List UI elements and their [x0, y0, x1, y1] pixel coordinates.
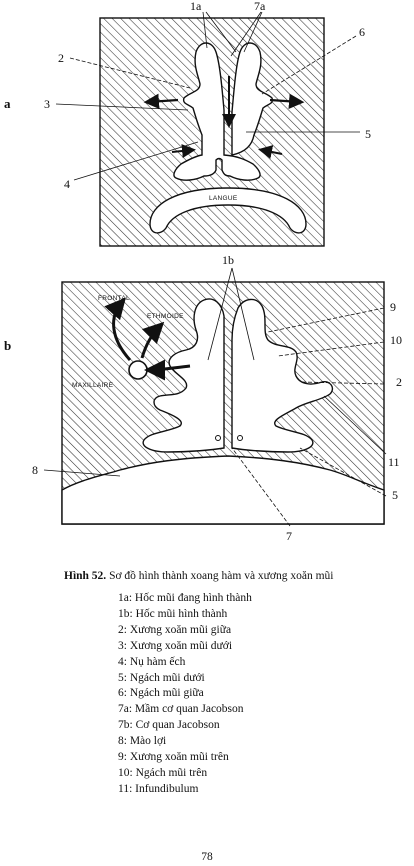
label-2-b: 2: [396, 375, 402, 389]
label-5-a: 5: [365, 127, 371, 141]
legend-item: 4: Nụ hàm ếch: [118, 655, 186, 668]
label-1a: 1a: [190, 0, 202, 13]
label-3-a: 3: [44, 97, 50, 111]
legend-item: 6: Ngách mũi giữa: [118, 687, 204, 700]
label-9-b: 9: [390, 300, 396, 314]
legend-item: 2: Xương xoăn mũi giữa: [118, 623, 232, 636]
langue-label: LANGUE: [209, 195, 238, 202]
page-number: 78: [201, 851, 213, 863]
legend-item: 5: Ngách mũi dưới: [118, 671, 205, 684]
label-8-b: 8: [32, 463, 38, 477]
figure-legend: [118, 591, 252, 798]
legend-item: 1a: Hốc mũi đang hình thành: [118, 592, 252, 604]
legend-item: 7b: Cơ quan Jacobson: [118, 719, 220, 732]
panel-b-label: b: [4, 338, 12, 353]
frontal-label: FRONTAL: [98, 295, 130, 302]
legend-item: 9: Xương xoăn mũi trên: [118, 751, 229, 764]
panel-b: [4, 253, 402, 543]
legend-item: 1b: Hốc mũi hình thành: [118, 607, 228, 620]
label-2-a: 2: [58, 51, 64, 65]
figure-title: Sơ đồ hình thành xoang hàm và xương xoăn mũi: [109, 570, 334, 582]
maxillaire-label: MAXILLAIRE: [72, 382, 114, 389]
label-11-b: 11: [388, 455, 400, 469]
figure-number: Hình 52.: [64, 570, 107, 582]
legend-item: 7a: Mầm cơ quan Jacobson: [118, 703, 244, 716]
legend-item: 11: Infundibulum: [118, 782, 199, 795]
label-1b: 1b: [222, 253, 234, 267]
legend-item: 10: Ngách mũi trên: [118, 766, 208, 779]
panel-a-label: a: [4, 96, 11, 111]
label-4-a: 4: [64, 177, 70, 191]
label-7-b: 7: [286, 529, 292, 543]
label-10-b: 10: [390, 333, 402, 347]
label-5-b: 5: [392, 488, 398, 502]
figure-caption: [64, 570, 409, 582]
label-7a: 7a: [254, 0, 266, 13]
label-6-a: 6: [359, 25, 365, 39]
panel-a: [4, 0, 371, 246]
legend-item: 3: Xương xoăn mũi dưới: [118, 639, 233, 652]
ethmoide-label: ETHMOIDE: [147, 313, 184, 320]
panel-b-sinus-bud: [129, 361, 147, 379]
legend-item: 8: Mào lợi: [118, 735, 167, 748]
